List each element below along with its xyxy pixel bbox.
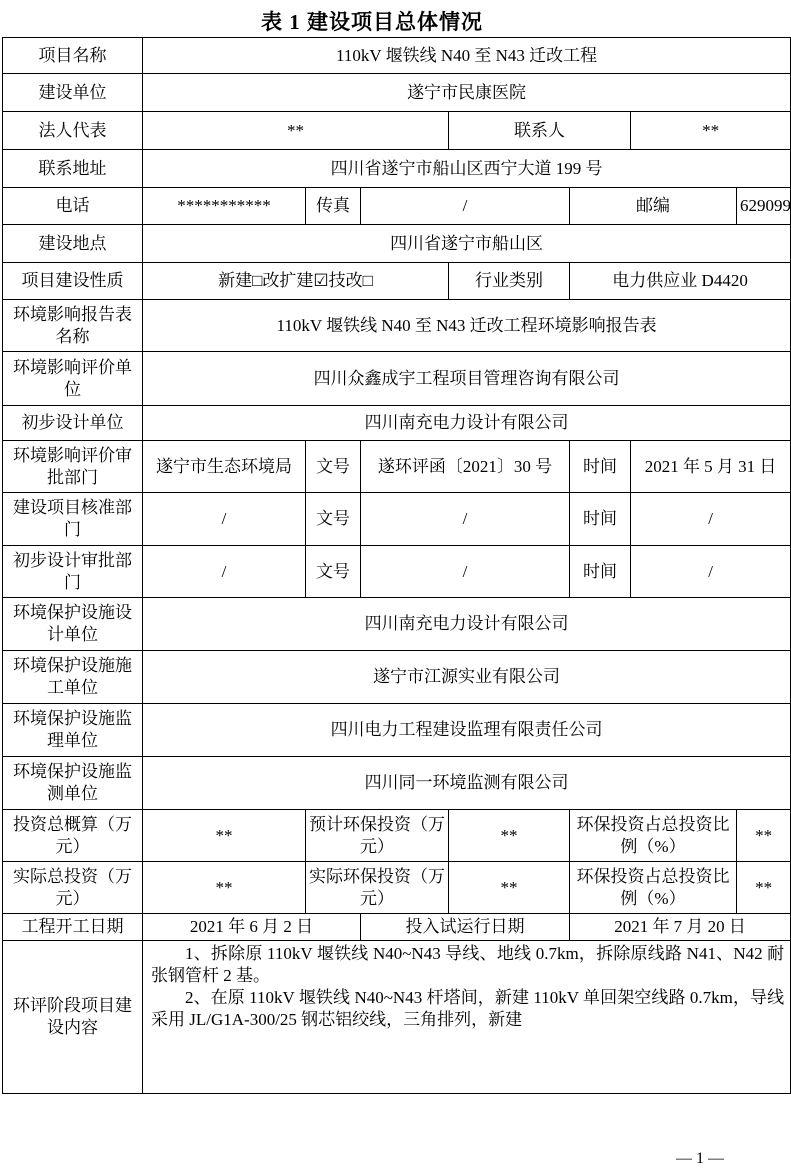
value-doc-no: / bbox=[361, 493, 570, 546]
value-approval-dept: / bbox=[143, 493, 306, 546]
content-paragraph-1: 1、拆除原 110kV 堰铁线 N40~N43 导线、地线 0.7km，拆除原线路 N41、N42 耐张钢管杆 2 基。 bbox=[151, 944, 785, 985]
label-actual-env: 实际环保投资（万元） bbox=[306, 862, 449, 914]
row-project-name bbox=[3, 38, 791, 74]
row-address bbox=[3, 150, 791, 188]
label-env-monitoring: 环境保护设施监测单位 bbox=[3, 757, 143, 810]
label-phone: 电话 bbox=[3, 188, 143, 225]
row-design-approval bbox=[3, 546, 791, 598]
row-env-design bbox=[3, 598, 791, 651]
label-eia-approval: 环境影响评价审批部门 bbox=[3, 441, 143, 493]
row-design-unit bbox=[3, 406, 791, 441]
value-fax: / bbox=[361, 188, 570, 225]
label-env-design: 环境保护设施设计单位 bbox=[3, 598, 143, 651]
row-nature bbox=[3, 263, 791, 300]
value-env-construction: 遂宁市江源实业有限公司 bbox=[143, 651, 791, 704]
row-dates bbox=[3, 914, 791, 941]
value-location: 四川省遂宁市船山区 bbox=[143, 225, 791, 263]
label-doc-no: 文号 bbox=[306, 441, 361, 493]
label-budget: 投资总概算（万元） bbox=[3, 810, 143, 862]
label-project-name: 项目名称 bbox=[3, 38, 143, 74]
row-builder bbox=[3, 74, 791, 112]
label-time: 时间 bbox=[570, 493, 631, 546]
value-trial-date: 2021 年 7 月 20 日 bbox=[570, 914, 791, 941]
value-design-unit: 四川南充电力设计有限公司 bbox=[143, 406, 791, 441]
value-eia-report: 110kV 堰铁线 N40 至 N43 迁改工程环境影响报告表 bbox=[143, 300, 791, 352]
label-content: 环评阶段项目建设内容 bbox=[3, 941, 143, 1094]
row-approval-dept bbox=[3, 493, 791, 546]
label-zip: 邮编 bbox=[570, 188, 737, 225]
value-actual-ratio: ** bbox=[737, 862, 791, 914]
value-time: / bbox=[631, 493, 791, 546]
value-env-budget: ** bbox=[449, 810, 570, 862]
row-env-construction bbox=[3, 651, 791, 704]
label-actual-ratio: 环保投资占总投资比例（%） bbox=[570, 862, 737, 914]
value-start-date: 2021 年 6 月 2 日 bbox=[143, 914, 361, 941]
value-content bbox=[143, 941, 791, 1094]
label-legal: 法人代表 bbox=[3, 112, 143, 150]
value-env-design: 四川南充电力设计有限公司 bbox=[143, 598, 791, 651]
label-eia-unit: 环境影响评价单位 bbox=[3, 352, 143, 406]
label-doc-no: 文号 bbox=[306, 493, 361, 546]
label-location: 建设地点 bbox=[3, 225, 143, 263]
label-design-approval: 初步设计审批部门 bbox=[3, 546, 143, 598]
label-contact: 联系人 bbox=[449, 112, 631, 150]
label-env-construction: 环境保护设施施工单位 bbox=[3, 651, 143, 704]
value-address: 四川省遂宁市船山区西宁大道 199 号 bbox=[143, 150, 791, 188]
value-project-name: 110kV 堰铁线 N40 至 N43 迁改工程 bbox=[143, 38, 791, 74]
label-eia-report: 环境影响报告表名称 bbox=[3, 300, 143, 352]
value-doc-no: / bbox=[361, 546, 570, 598]
label-doc-no: 文号 bbox=[306, 546, 361, 598]
row-env-monitoring bbox=[3, 757, 791, 810]
label-time: 时间 bbox=[570, 441, 631, 493]
value-builder: 遂宁市民康医院 bbox=[143, 74, 791, 112]
value-nature: 新建□改扩建☑技改□ bbox=[143, 263, 449, 300]
value-legal: ** bbox=[143, 112, 449, 150]
row-eia-approval bbox=[3, 441, 791, 493]
row-legal bbox=[3, 112, 791, 150]
project-overview-table bbox=[2, 37, 791, 1094]
value-actual: ** bbox=[143, 862, 306, 914]
label-builder: 建设单位 bbox=[3, 74, 143, 112]
table-title: 表 1 建设项目总体情况 bbox=[261, 10, 483, 34]
value-env-monitoring: 四川同一环境监测有限公司 bbox=[143, 757, 791, 810]
value-design-approval: / bbox=[143, 546, 306, 598]
row-env-supervision bbox=[3, 704, 791, 757]
label-design-unit: 初步设计单位 bbox=[3, 406, 143, 441]
row-phone bbox=[3, 188, 791, 225]
label-trial-date: 投入试运行日期 bbox=[361, 914, 570, 941]
value-time: / bbox=[631, 546, 791, 598]
value-time: 2021 年 5 月 31 日 bbox=[631, 441, 791, 493]
value-zip: 629099 bbox=[737, 188, 791, 225]
row-content bbox=[3, 941, 791, 1094]
label-approval-dept: 建设项目核准部门 bbox=[3, 493, 143, 546]
row-actual bbox=[3, 862, 791, 914]
value-eia-unit: 四川众鑫成宇工程项目管理咨询有限公司 bbox=[143, 352, 791, 406]
row-eia-unit bbox=[3, 352, 791, 406]
value-doc-no: 遂环评函〔2021〕30 号 bbox=[361, 441, 570, 493]
label-env-ratio: 环保投资占总投资比例（%） bbox=[570, 810, 737, 862]
label-time: 时间 bbox=[570, 546, 631, 598]
value-env-supervision: 四川电力工程建设监理有限责任公司 bbox=[143, 704, 791, 757]
row-eia-report bbox=[3, 300, 791, 352]
label-fax: 传真 bbox=[306, 188, 361, 225]
label-nature: 项目建设性质 bbox=[3, 263, 143, 300]
label-start-date: 工程开工日期 bbox=[3, 914, 143, 941]
value-industry: 电力供应业 D4420 bbox=[570, 263, 791, 300]
label-industry: 行业类别 bbox=[449, 263, 570, 300]
row-budget bbox=[3, 810, 791, 862]
value-budget: ** bbox=[143, 810, 306, 862]
value-actual-env: ** bbox=[449, 862, 570, 914]
value-env-ratio: ** bbox=[737, 810, 791, 862]
label-env-supervision: 环境保护设施监理单位 bbox=[3, 704, 143, 757]
content-paragraph-2: 2、在原 110kV 堰铁线 N40~N43 杆塔间，新建 110kV 单回架空线路 0.7km，导线采用 JL/G1A-300/25 钢芯铝绞线，三角排列，新建 bbox=[151, 988, 785, 1029]
value-phone: *********** bbox=[143, 188, 306, 225]
label-env-budget: 预计环保投资（万元） bbox=[306, 810, 449, 862]
label-actual: 实际总投资（万元） bbox=[3, 862, 143, 914]
row-location bbox=[3, 225, 791, 263]
label-address: 联系地址 bbox=[3, 150, 143, 188]
page-number: — 1 — bbox=[676, 1150, 724, 1167]
value-eia-approval: 遂宁市生态环境局 bbox=[143, 441, 306, 493]
value-contact: ** bbox=[631, 112, 791, 150]
